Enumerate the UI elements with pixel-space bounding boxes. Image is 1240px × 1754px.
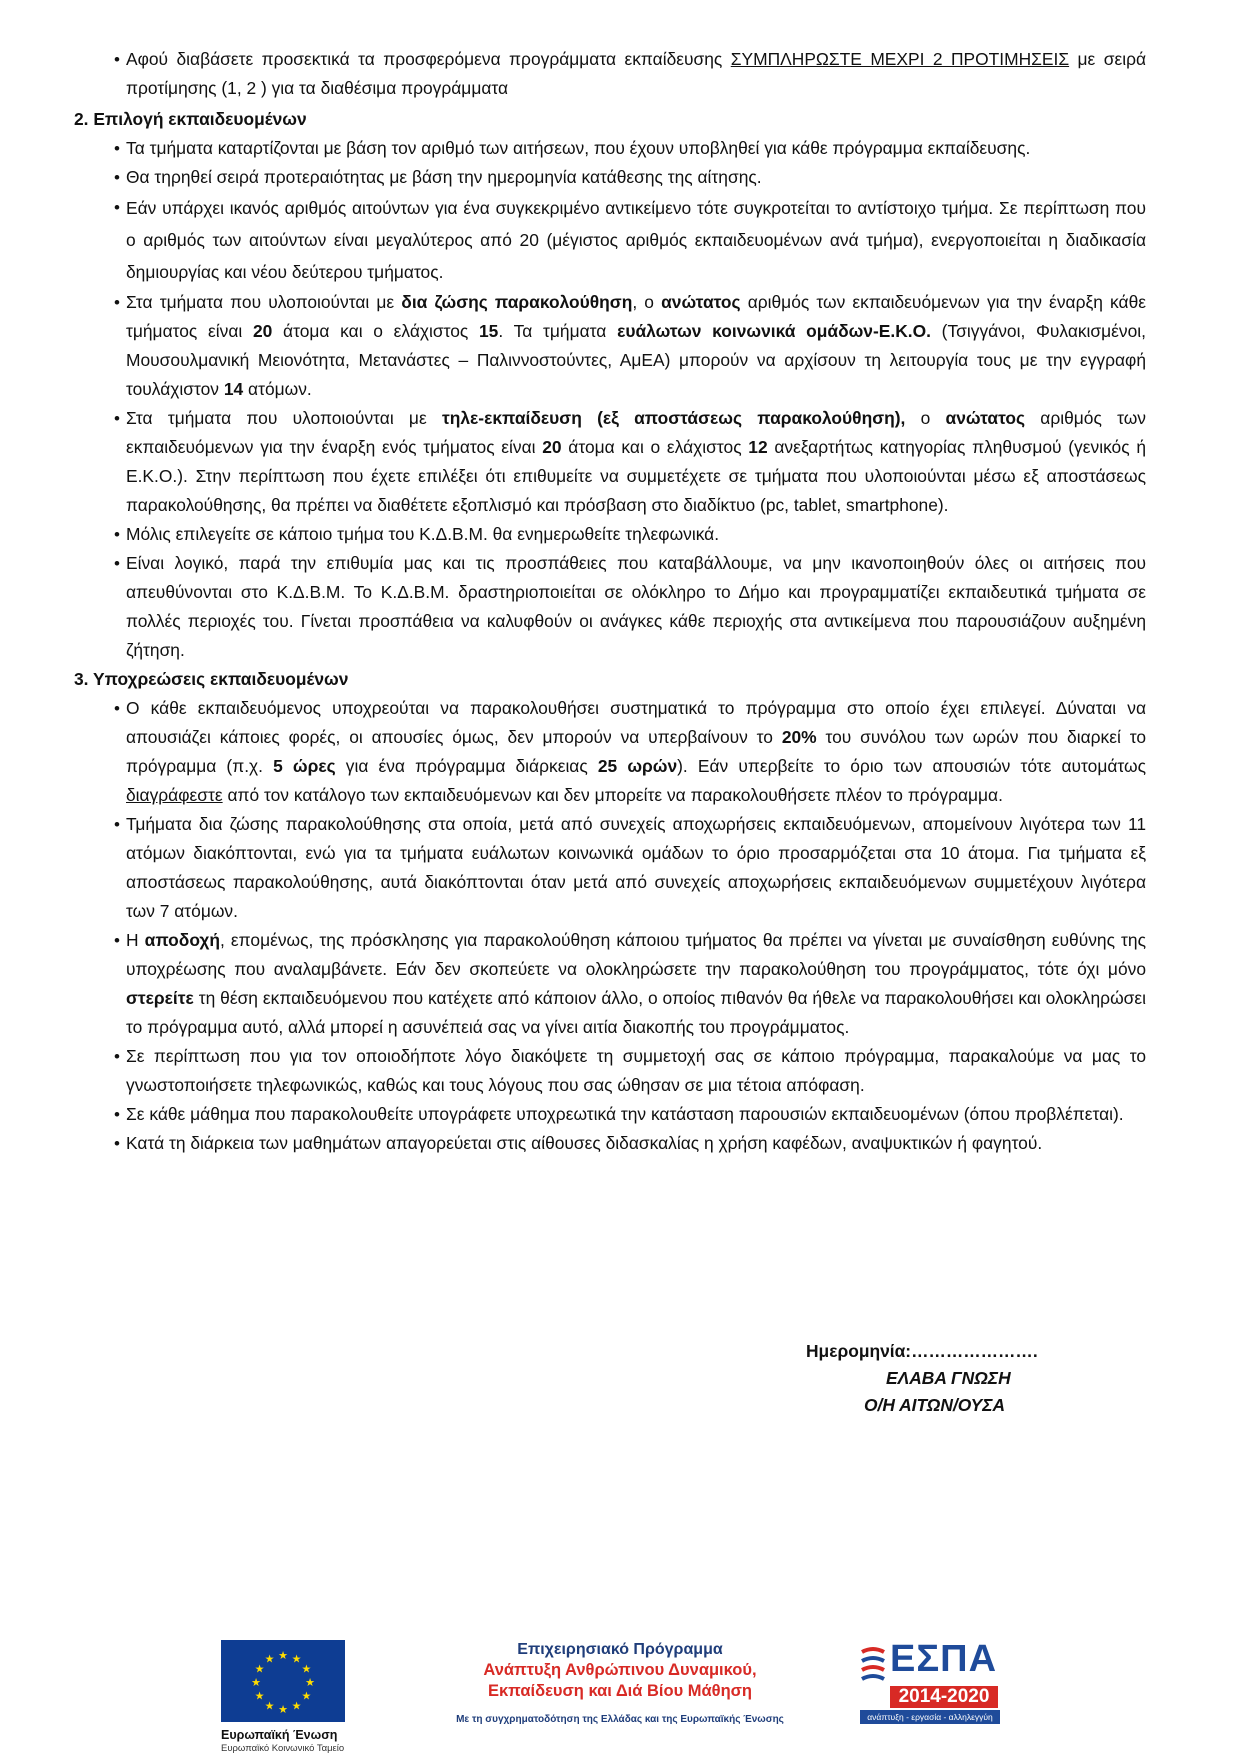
espa-slogan: ανάπτυξη - εργασία - αλληλεγγύη [860,1710,1000,1724]
op-cofinancing-note: Με τη συγχρηματοδότηση της Ελλάδας και της Ευρωπαϊκής Ένωσης [456,1714,784,1725]
svg-text:★: ★ [254,1689,265,1703]
list-item: • Τμήματα δια ζώσης παρακολούθησης στα οποία, μετά από συνεχείς αποχωρήσεις εκπαιδευόμενων, απομείνουν λιγότερα των 11 ατόμων διακόπτονται, ενώ για τα τμήματα ευάλωτων κοινωνικά ομάδων το όριο προσαρμόζεται στα 10 άτομα. Για τμήματα εξ αποστάσεως παρακολούθησης, αυτά διακόπτονται όταν μετά από συνεχείς αποχωρήσεις εκπαιδευόμενων συμμετέχουν λιγότερα των 7 ατόμων. [74,810,1146,926]
op-line-3: Εκπαίδευση και Διά Βίου Μάθηση [487,1682,753,1700]
svg-text:★: ★ [264,1652,275,1666]
op-line-2: Ανάπτυξη Ανθρώπινου Δυναμικού, [483,1661,757,1679]
eu-logo [221,1640,345,1754]
list-item: • Σε περίπτωση που για τον οποιοδήποτε λόγο διακόψετε τη συμμετοχή σας σε κάποιο πρόγραμμα, παρακαλούμε να μας το γνωστοποιήσετε τηλεφωνικώς, καθώς και τους λόγους που σας ώθησαν σε μια τέτοια απόφαση. [74,1042,1146,1100]
list-item: • Θα τηρηθεί σειρά προτεραιότητας με βάση την ημερομηνία κατάθεσης της αίτησης. [74,163,1146,192]
list-item: • Είναι λογικό, παρά την επιθυμία μας και τις προσπάθειες που καταβάλλουμε, να μην ικανοποιηθούν όλες οι αιτήσεις που απευθύνονται στο Κ.Δ.Β.Μ. Το Κ.Δ.Β.Μ. δραστηριοποιείται σε ολόκληρο το Δήμο και προγραμματίζει εκπαιδευτικά τμήματα σε πολλές περιοχές του. Γίνεται προσπάθεια να καλυφθούν οι ανάγκες κάθε περιοχής στα αντικείμενα που παρουσιάζουν αυξημένη ζήτηση. [74,549,1146,665]
espa-logo-icon [858,1640,1002,1740]
svg-text:★: ★ [278,1649,288,1662]
list-item: • Εάν υπάρχει ικανός αριθμός αιτούντων για ένα συγκεκριμένο αντικείμενο τότε συγκροτείται το αντίστοιχο τμήμα. Σε περίπτωση που ο αριθμός των αιτούντων είναι μεγαλύτερος από 20 (μέγιστος αριθμός εκπαιδευομένων ανά τμήμα), ενεργοποιείται η διαδικασία δημιουργίας και νέου δεύτερου τμήματος. [74,192,1146,288]
op-title: Επιχειρησιακό Πρόγραμμα [517,1641,723,1658]
operational-programme-logo [440,1640,800,1725]
espa-years: 2014-2020 [890,1686,998,1708]
list-item: • Μόλις επιλεγείτε σε κάποιο τμήμα του Κ.Δ.Β.Μ. θα ενημερωθείτε τηλεφωνικά. [74,520,1146,549]
eu-name: Ευρωπαϊκή Ένωση [221,1728,338,1742]
list-item: • Αφού διαβάσετε προσεκτικά τα προσφερόμενα προγράμματα εκπαίδευσης ΣΥΜΠΛΗΡΩΣΤΕ ΜΕΧΡΙ 2 ΠΡΟΤΙΜΗΣΕΙΣ με σειρά προτίμησης (1, 2 ) για τα διαθέσιμα προγράμματα [74,45,1146,103]
signature-line-2: Ο/Η ΑΙΤΩΝ/ΟΥΣΑ [864,1395,1006,1415]
svg-text:★: ★ [301,1662,312,1676]
list-item: • Σε κάθε μάθημα που παρακολουθείτε υπογράφετε υποχρεωτικά την κατάσταση παρουσιών εκπαιδευομένων (όπου προβλέπεται). [74,1100,1146,1129]
footer-logos [0,1620,1240,1754]
list-item: • Στα τμήματα που υλοποιούνται με τηλε-εκπαίδευση (εξ αποστάσεως παρακολούθηση), ο ανώτατος αριθμός των εκπαιδευόμενων για την έναρξη ενός τμήματος είναι 20 άτομα και ο ελάχιστος 12 ανεξαρτήτως κατηγορίας πληθυσμού (γενικός ή Ε.Κ.Ο.). Στην περίπτωση που έχετε επιλέξει ότι επιθυμείτε να συμμετέχετε σε τμήματα που υλοποιούνται μέσω εξ αποστάσεως παρακολούθησης, θα πρέπει να διαθέτετε εξοπλισμό και πρόσβαση στο διαδίκτυο (pc, tablet, smartphone). [74,404,1146,520]
list-item: • Τα τμήματα καταρτίζονται με βάση τον αριθμό των αιτήσεων, που έχουν υποβληθεί για κάθε πρόγραμμα εκπαίδευσης. [74,134,1146,163]
document-body [74,45,1146,1158]
list-item: • Η αποδοχή, επομένως, της πρόσκλησης για παρακολούθηση κάποιου τμήματος θα πρέπει να γίνεται με συναίσθηση ευθύνης της υποχρέωσης που αναλαμβάνετε. Εάν δεν σκοπεύετε να ολοκληρώσετε την παρακολούθηση του προγράμματος, τότε όχι μόνο στερείτε τη θέση εκπαιδευόμενου που κατέχετε από κάποιον άλλο, ο οποίος πιθανόν θα ήθελε να παρακολουθήσει και ολοκληρώσει το πρόγραμμα αυτό, αλλά μπορεί η ασυνέπειά σας να γίνει αιτία διακοπής του προγράμματος. [74,926,1146,1042]
signature-line-1: ΕΛΑΒΑ ΓΝΩΣΗ [886,1368,1011,1388]
svg-text:★: ★ [301,1689,312,1703]
list-item: • Στα τμήματα που υλοποιούνται με δια ζώσης παρακολούθηση, ο ανώτατος αριθμός των εκπαιδευόμενων για την έναρξη κάθε τμήματος είναι 20 άτομα και ο ελάχιστος 15. Τα τμήματα ευάλωτων κοινωνικά ομάδων-Ε.Κ.Ο. (Τσιγγάνοι, Φυλακισμένοι, Μουσουλμανική Μειονότητα, Μετανάστες – Παλιννοστούντες, ΑμΕΑ) μπορούν να αρχίσουν τη λειτουργία τους με την εγγραφή τουλάχιστον 14 ατόμων. [74,288,1146,404]
eu-flag-icon [221,1640,345,1722]
svg-text:★: ★ [278,1703,288,1716]
section-heading: 2. Επιλογή εκπαιδευομένων [74,109,307,129]
svg-text:★: ★ [291,1652,302,1666]
list-item: • Κατά τη διάρκεια των μαθημάτων απαγορεύεται στις αίθουσες διδασκαλίας η χρήση καφέδων, αναψυκτικών ή φαγητού. [74,1129,1146,1158]
espa-word: ΕΣΠΑ [890,1638,998,1680]
list-item: • Ο κάθε εκπαιδευόμενος υποχρεούται να παρακολουθήσει συστηματικά το πρόγραμμα στο οποίο έχει επιλεγεί. Δύναται να απουσιάζει κάποιες φορές, οι απουσίες όμως, δεν μπορούν να υπερβαίνουν το 20% του συνόλου των ωρών που διαρκεί το πρόγραμμα (π.χ. 5 ώρες για ένα πρόγραμμα διάρκειας 25 ωρών). Εάν υπερβείτε το όριο των απουσιών τότε αυτομάτως διαγράφεστε από τον κατάλογο των εκπαιδευόμενων και δεν μπορείτε να παρακολουθήσετε πλέον το πρόγραμμα. [74,694,1146,810]
svg-text:★: ★ [291,1699,302,1713]
svg-text:★: ★ [305,1676,315,1689]
svg-text:★: ★ [251,1676,261,1689]
date-field: Ημερομηνία:…………………. [806,1341,1038,1361]
signature-block [806,1338,1066,1419]
section-heading: 3. Υποχρεώσεις εκπαιδευομένων [74,669,349,689]
svg-text:★: ★ [254,1662,265,1676]
svg-text:★: ★ [264,1699,275,1713]
eu-fund: Ευρωπαϊκό Κοινωνικό Ταμείο [221,1743,345,1754]
